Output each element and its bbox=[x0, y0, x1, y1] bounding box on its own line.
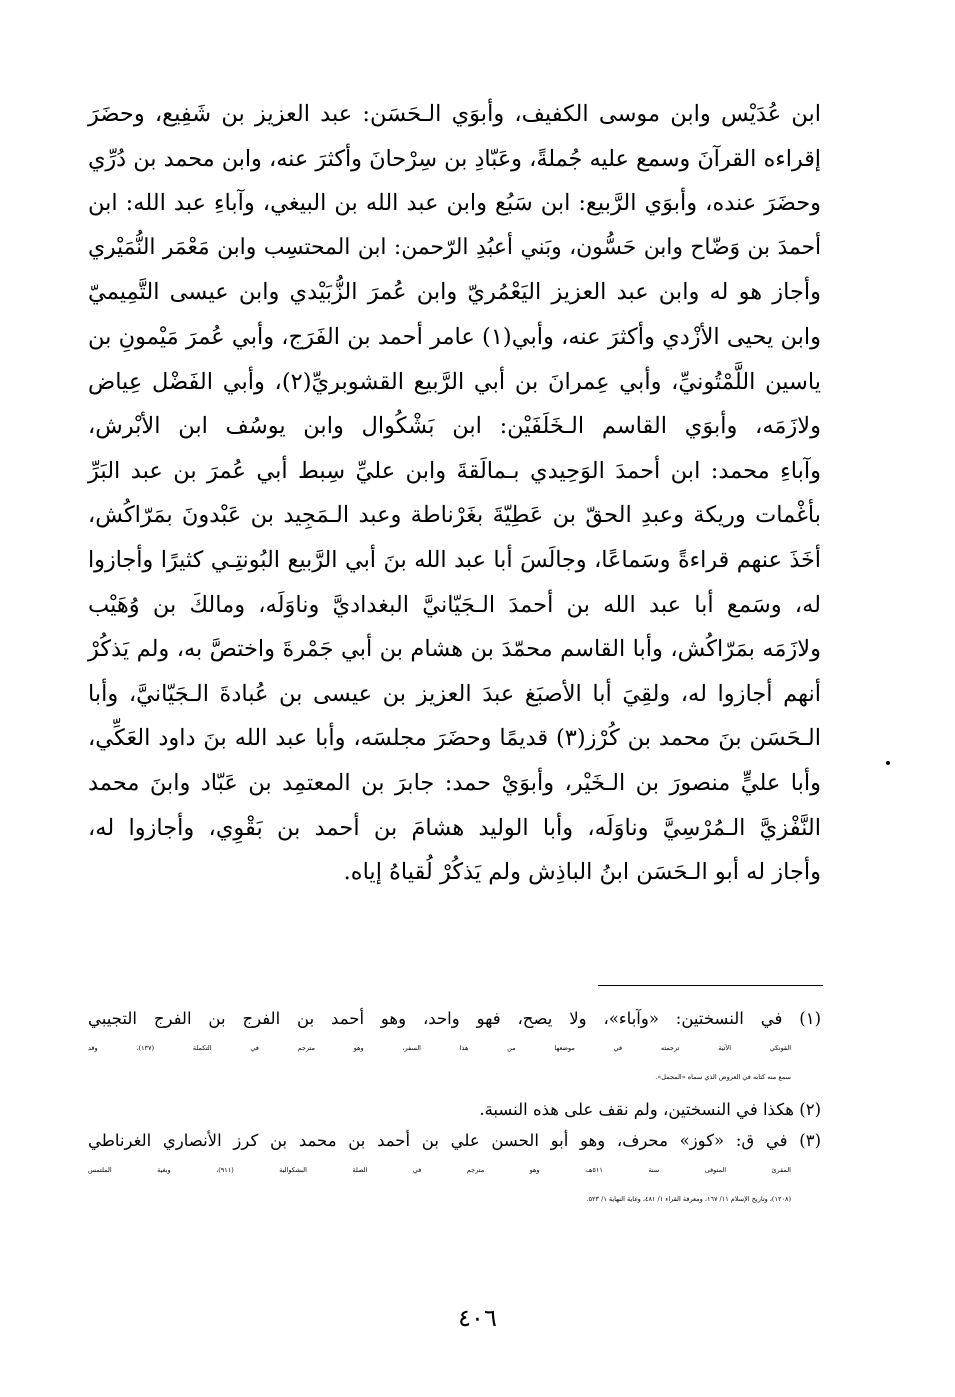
text-line: أحمدَ بن وَضّاح وابن حَسُّون، وبَني أعبُدِ الرّحمن: ابن المحتسِب وابن مَعْمَر النُّمَيْري bbox=[88, 234, 821, 260]
text-line: ولازَمَه، وأبوَي القاسم الـخَلَفَيْن: ابن بَشْكُوال وابن يوسُف ابن الأبْرش، bbox=[88, 413, 821, 440]
footnote-separator bbox=[598, 985, 823, 986]
text-line: وحضَرَ عنده، وأبوَي الرَّبيع: ابن سَبُع وابن عبد الله بن البيغي، وآباءِ عبد الله: ابن bbox=[88, 190, 821, 217]
footnote-line: (١٢٠٨)، وتاريخ الإسلام ١١/ ١٦٧، ومعرفة القراء ١/ ٤٨١، وغاية النهاية ١/ ٥٢٣. bbox=[586, 1195, 791, 1203]
text-line: ياسين اللَّمْتُونيِّ، وأبي عِمرانَ بن أبي الرَّبيع القشوبريِّ(٢)، وأبي الفَضْل عِياض bbox=[88, 368, 821, 395]
footnote-line: سمع منه كتابه في العروض الذي سماه «المجمل». bbox=[655, 1073, 791, 1081]
text-line: ابن عُدَيْس وابن موسى الكفيف، وأبوَي الـحَسَن: عبد العزيز بن شَفِيع، وحضَرَ bbox=[88, 101, 821, 127]
text-line: له، وسَمع أبا عبد الله بن أحمدَ الـجَيّانيَّ البغداديَّ وناوَلَه، ومالكَ بن وُهَيْب bbox=[88, 591, 821, 618]
footnote-line: المقرئ المتوفى سنة ٥١١هـ، وهو مترجم في الصلة البشكوالية (٩١١)، وبغية الملتمس bbox=[88, 1165, 791, 1174]
footnote-line: (٣) في ق: «كوز» محرف، وهو أبو الحسن علي بن أحمد بن محمد بن كرز الأنصاري الغرناطي bbox=[88, 1131, 821, 1150]
text-line: وأبا عليٍّ منصورَ بن الـخَيْر، وأبوَيْ حمد: جابرَ بن المعتمِد بن عَبّاد وابنَ محمد bbox=[88, 769, 821, 796]
text-line: وأجاز له أبو الـحَسَن ابنُ الباذِش ولم يَذكُرْ لُقياهُ إياه. bbox=[343, 859, 821, 886]
footnote-1 bbox=[88, 1004, 821, 1093]
text-line: أخَذَ عنهم قراءةً وسَماعًا، وجالَسَ أبا عبد الله بنَ أبي الرَّبيع البُونتِـي كثيرًا وأجازوا bbox=[88, 546, 821, 573]
text-line: الـحَسَن بنَ محمد بن كُرْز(٣) قديمًا وحضَرَ مجلسَه، وأبا عبد الله بنَ داود العَكِّي، bbox=[88, 725, 821, 752]
main-text-block bbox=[88, 92, 821, 895]
text-line: وأجاز هو له وابن عبد العزيز اليَعْمُريّ وابن عُمرَ الزُّبَيْدي وابن عيسى التَّمِيميّ bbox=[88, 279, 821, 306]
text-line: أنهم أجازوا له، ولقِيَ أبا الأصبَغ عبدَ العزيز بن عيسى بن عُبادةَ الـجَيّانيَّ، وأبا bbox=[88, 680, 821, 707]
footnotes-block bbox=[88, 1004, 821, 1217]
footnote-3 bbox=[88, 1126, 821, 1215]
text-line: النَّفْزيَّ الـمُرْسِيَّ وناوَلَه، وأبا الوليد هشامَ بن أحمد بن بَقْوِي، وأجازوا له، bbox=[88, 814, 821, 841]
footnote-line: (٢) هكذا في النسختين، ولم نقف على هذه النسبة. bbox=[479, 1099, 821, 1119]
text-line: إقراءه القرآنَ وسمع عليه جُملةً، وعَبّادِ بن سِرْحانَ وأكثرَ عنه، وابن محمد بن دُرِّي bbox=[88, 145, 821, 172]
text-line: وآباءِ محمد: ابن أحمدَ الوَحِيدي بـمالَقةَ وابن عليِّ سِبط أبي عُمرَ بن عبد البَرِّ bbox=[88, 457, 821, 484]
text-line: وابن يحيى الأزْدي وأكثرَ عنه، وأبي(١) عامر أحمد بن الفَرَج، وأبي عُمرَ مَيْمونِ بن bbox=[88, 323, 821, 350]
footnote-2 bbox=[88, 1095, 821, 1125]
text-line: بأغْمات وريكة وعبدِ الحقّ بن عَطِيّةَ بغَرْناطة وعبد الـمَجِيد بن عَبْدونَ بمَرّاكُش، bbox=[88, 502, 821, 529]
text-line: ولازَمَه بمَرّاكُش، وأبا القاسم محمّدَ بن هشام بن أبي جَمْرةَ واختصَّ به، ولم يَذكُرْ bbox=[88, 636, 821, 663]
margin-dot bbox=[886, 761, 890, 765]
page-number: ٤٠٦ bbox=[458, 1304, 497, 1332]
footnote-line: (١) في النسختين: «وآباء»، ولا يصح، فهو واحد، وهو أحمد بن الفرج بن الفرج التجيبي bbox=[88, 1009, 821, 1028]
footnote-line: القونكي الآتية ترجمته في موضعها من هذا السفر، وهو مترجم في التكملة (١٣٧)، وقد bbox=[88, 1043, 792, 1052]
